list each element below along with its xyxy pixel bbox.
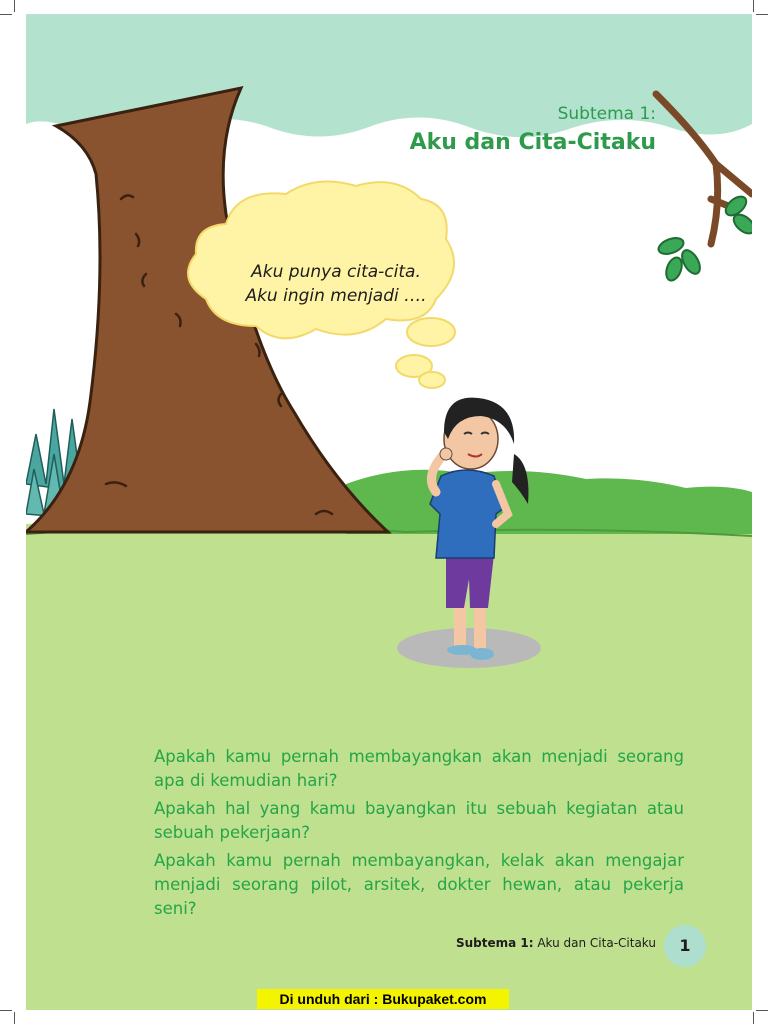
paragraph: Apakah hal yang kamu bayangkan itu sebuah kegiatan atau sebuah pekerjaan?	[154, 799, 684, 842]
leaves	[656, 193, 752, 283]
paragraph: Apakah kamu pernah membayangkan, kelak akan mengajar menjadi seorang pilot, arsitek, dokter hewan, atau pekerja seni?	[154, 851, 684, 918]
crop-mark	[756, 1010, 768, 1011]
grass-hill	[346, 470, 752, 534]
page-title: Aku dan Cita-Citaku	[409, 130, 656, 155]
thought-line-2: Aku ingin menjadi ….	[245, 286, 427, 306]
crop-mark	[0, 1010, 12, 1011]
footer-subtema	[406, 936, 656, 950]
footer-subtema-bold: Subtema 1:	[455, 936, 534, 950]
crop-mark	[756, 14, 768, 15]
paragraph: Apakah kamu pernah membayangkan akan menjadi seorang apa di kemudian hari?	[154, 747, 684, 790]
crop-mark	[753, 0, 754, 12]
question-paragraphs	[154, 745, 684, 925]
crop-mark	[0, 14, 12, 15]
download-source-banner: Di unduh dari : Bukupaket.com	[257, 989, 509, 1009]
subtema-label: Subtema 1:	[557, 104, 656, 124]
thought-bubble-text	[206, 260, 466, 308]
thought-dot-small	[419, 372, 445, 388]
thought-dot-large	[407, 318, 455, 346]
thought-line-1: Aku punya cita-cita.	[251, 262, 421, 282]
crop-mark	[14, 0, 15, 12]
crop-mark	[14, 1012, 15, 1024]
book-page	[26, 14, 752, 1010]
footer-subtema-title: Aku dan Cita-Citaku	[533, 936, 656, 950]
page-number-badge: 1	[664, 925, 706, 967]
crop-mark	[753, 1012, 754, 1024]
